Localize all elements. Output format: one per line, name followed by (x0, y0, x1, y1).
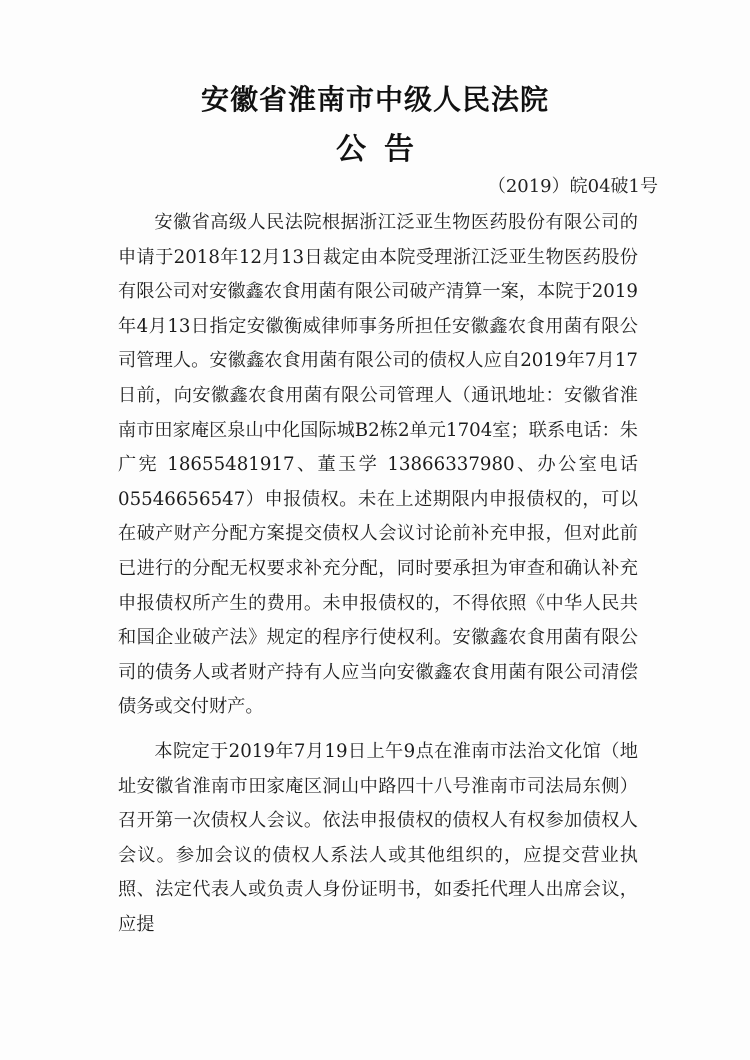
paragraph-creditors-meeting: 本院定于2019年7月19日上午9点在淮南市法治文化馆（地址安徽省淮南市田家庵区洞山中路四十八号淮南市司法局东侧）召开第一次债权人会议。依法申报债权的债权人有权参加债权人会议。参加会议的债权人系法人或其他组织的，应提交营业执照、法定代表人或负责人身份证明书，如委托代理人出席会议，应提 (118, 740, 638, 935)
case-number: （2019）皖04破1号 (487, 176, 658, 197)
paragraph-claims-filing: 安徽省高级人民法院根据浙江泛亚生物医药股份有限公司的申请于2018年12月13日裁定由本院受理浙江泛亚生物医药股份有限公司对安徽鑫农食用菌有限公司破产清算一案，本院于2019年4月13日指定安徽衡威律师事务所担任安徽鑫农食用菌有限公司管理人。安徽鑫农食用菌有限公司的债权人应自2019年7月17日前，向安徽鑫农食用菌有限公司管理人（通讯地址：安徽省淮南市田家庵区泉山中化国际城B2栋2单元1704室；联系电话：朱广宪 18655481917、董玉学 13866337980、办公室电话05546656547）申报债权。未在上述期限内申报债权的，可以在破产财产分配方案提交债权人会议讨论前补充申报，但对此前已进行的分配无权要求补充分配，同时要承担为审查和确认补充申报债权所产生的费用。未申报债权的，不得依照《中华人民共和国企业破产法》规定的程序行使权利。安徽鑫农食用菌有限公司的债务人或者财产持有人应当向安徽鑫农食用菌有限公司清偿债务或交付财产。 (118, 212, 638, 718)
announcement-body (118, 206, 638, 942)
court-name-heading: 安徽省淮南市中级人民法院 (200, 83, 549, 116)
document-type-heading: 公告 (336, 132, 432, 167)
